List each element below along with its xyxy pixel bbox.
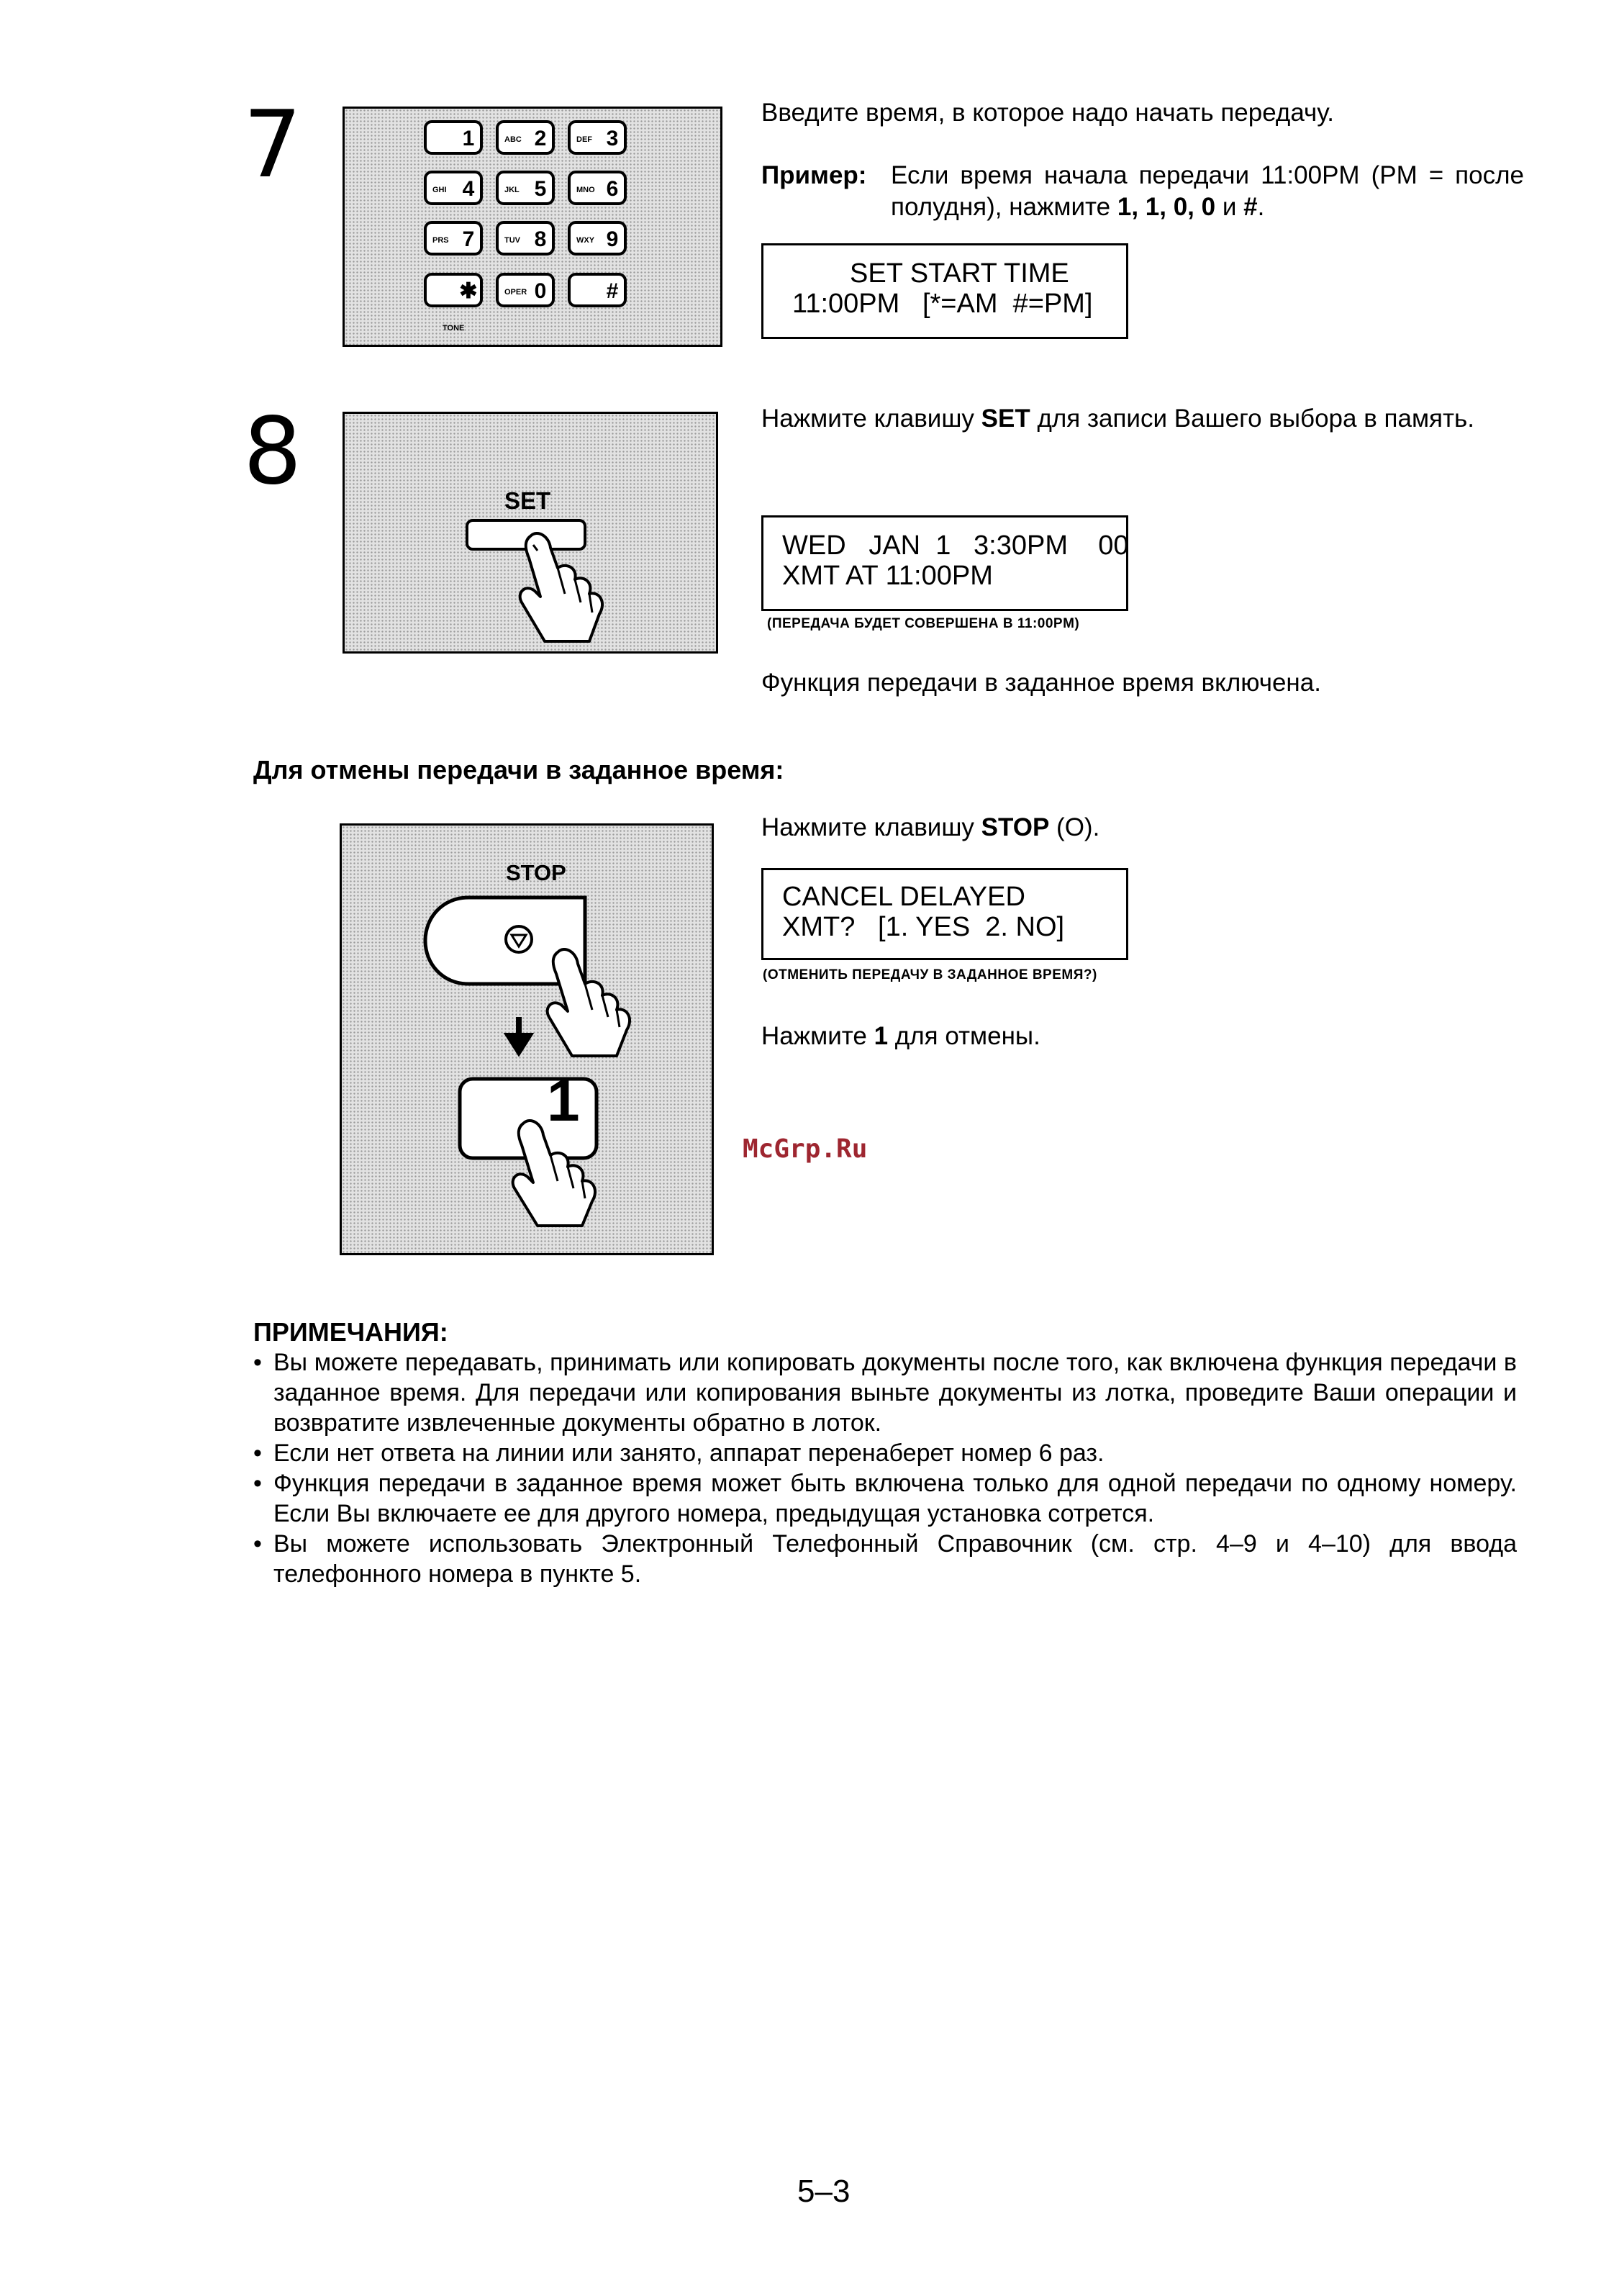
keypad-key: [497, 274, 553, 306]
keypad-key: [425, 122, 481, 153]
notes-list: [253, 1347, 1517, 1589]
note-item: • Функция передачи в заданное время может быть включена только для одной передачи по одному номеру. Если Вы включаете ее для другого номера, предыдущая установка сотрется.: [253, 1468, 1517, 1529]
press-stop-key-icon: [342, 826, 712, 1253]
step-7-number: 7: [243, 91, 302, 199]
notes-title: ПРИМЕЧАНИЯ:: [253, 1317, 448, 1347]
example-keys: 1, 1, 0, 0: [1117, 193, 1216, 221]
cancel-instruction-pre: Нажмите клавишу: [761, 813, 981, 841]
lcd-line-2: 11:00PM [*=AM #=PM]: [792, 289, 1093, 319]
example-end: .: [1257, 193, 1265, 221]
lcd-line-2: XMT? [1. YES 2. NO]: [782, 912, 1065, 942]
keypad-key: [569, 222, 625, 254]
note-item: • Вы можете передавать, принимать или копировать документы после того, как включена функция передачи в заданное время. Для передачи или копирования выньте документы из лотка, проведите Ваши операции и возвратите извлеченные документы обратно в лоток.: [253, 1347, 1517, 1438]
keypad-key: [569, 172, 625, 204]
cancel-instruction-post: (О).: [1049, 813, 1100, 841]
page-number: 5–3: [797, 2174, 851, 2209]
lcd-cancel-delayed: [761, 868, 1128, 960]
keypad-key: [497, 122, 553, 153]
keypad-key-main: ✱: [459, 279, 478, 303]
keypad-key-main: 6: [606, 177, 619, 201]
note-item: • Вы можете использовать Электронный Телефонный Справочник (см. стр. 4–9 и 4–10) для ввода телефонного номера в пункте 5.: [253, 1529, 1517, 1589]
keypad-key-sub: DEF: [576, 135, 592, 144]
keypad-key-main: 3: [606, 127, 619, 150]
keypad-key-main: 5: [534, 177, 547, 201]
keypad-key-sub: OPER: [504, 288, 527, 297]
keypad-key-sub: JKL: [504, 186, 520, 194]
press-pre: Нажмите: [761, 1022, 874, 1050]
step-8-instruction-key: SET: [981, 404, 1030, 433]
keypad-illustration: [343, 107, 722, 347]
keypad-key-main: 2: [534, 127, 547, 150]
keypad-key: [569, 274, 625, 306]
lcd-line-1: SET START TIME: [850, 258, 1069, 289]
press-set-key-icon: [345, 414, 716, 651]
note-item: • Если нет ответа на линии или занято, аппарат перенаберет номер 6 раз.: [253, 1438, 1517, 1468]
keypad-icon: [345, 109, 720, 345]
step-8-caption: (ПЕРЕДАЧА БУДЕТ СОВЕРШЕНА В 11:00PM): [767, 616, 1080, 631]
keypad-key: [497, 172, 553, 204]
keypad-key: [569, 122, 625, 153]
example-and: и: [1215, 193, 1244, 221]
step-7-instruction: Введите время, в которое надо начать передачу.: [761, 99, 1334, 127]
lcd-xmt-at: [761, 515, 1128, 611]
keypad-key: [497, 222, 553, 254]
example-text: [891, 160, 1524, 223]
one-key-label: 1: [547, 1068, 580, 1134]
keypad-key-main: 7: [462, 227, 475, 251]
keypad-key: [425, 222, 481, 254]
example-last-key: #: [1243, 193, 1258, 221]
cancel-caption: (ОТМЕНИТЬ ПЕРЕДАЧУ В ЗАДАННОЕ ВРЕМЯ?): [763, 967, 1097, 982]
keypad-key-sub: MNO: [576, 186, 595, 194]
example-label: [761, 160, 891, 191]
step-8-result: Функция передачи в заданное время включена.: [761, 669, 1321, 697]
press-post: для отмены.: [888, 1022, 1040, 1050]
step-8-instruction: [761, 403, 1538, 435]
example-body: Если время начала передачи 11:00PM (PM = после полудня), нажмите: [891, 161, 1524, 221]
lcd-line-1: WED JAN 1 3:30PM 00: [782, 530, 1129, 561]
keypad-key-sub: WXY: [576, 236, 595, 245]
keypad-key-main: 9: [606, 227, 619, 251]
step-8-instruction-pre: Нажмите клавишу: [761, 404, 981, 433]
stop-key-illustration: [340, 823, 714, 1255]
keypad-key: [425, 172, 481, 204]
lcd-line-2: XMT AT 11:00PM: [782, 561, 993, 591]
set-key-label: SET: [504, 487, 551, 514]
keypad-key-main: 4: [462, 177, 475, 201]
watermark: McGrp.Ru: [743, 1134, 868, 1164]
lcd-line-1: CANCEL DELAYED: [782, 882, 1025, 912]
keypad-key-sub: TUV: [504, 236, 520, 245]
keypad-key-main: 1: [462, 127, 475, 150]
keypad-key-sub: GHI: [432, 186, 447, 194]
notes-section: [253, 1317, 1517, 1589]
tone-label: TONE: [443, 324, 465, 333]
set-key-illustration: [343, 412, 718, 654]
keypad-key-main: #: [606, 279, 619, 303]
lcd-set-start-time: [761, 243, 1128, 339]
cancel-instruction-key: STOP: [981, 813, 1050, 841]
keypad-key-main: 0: [534, 279, 547, 303]
keypad-key-sub: PRS: [432, 236, 449, 245]
cancel-instruction: [761, 812, 1538, 844]
cancel-press-one: [761, 1021, 1538, 1052]
example-label-text: Пример:: [761, 161, 867, 189]
keypad-key-main: 8: [534, 227, 547, 251]
stop-key-label: STOP: [506, 860, 566, 885]
press-key: 1: [874, 1022, 889, 1050]
cancel-heading: Для отмены передачи в заданное время:: [253, 755, 784, 785]
step-8-number: 8: [243, 398, 302, 505]
keypad-key: [425, 274, 481, 306]
keypad-key-sub: ABC: [504, 135, 522, 144]
step-8-instruction-post: для записи Вашего выбора в память.: [1030, 404, 1474, 433]
